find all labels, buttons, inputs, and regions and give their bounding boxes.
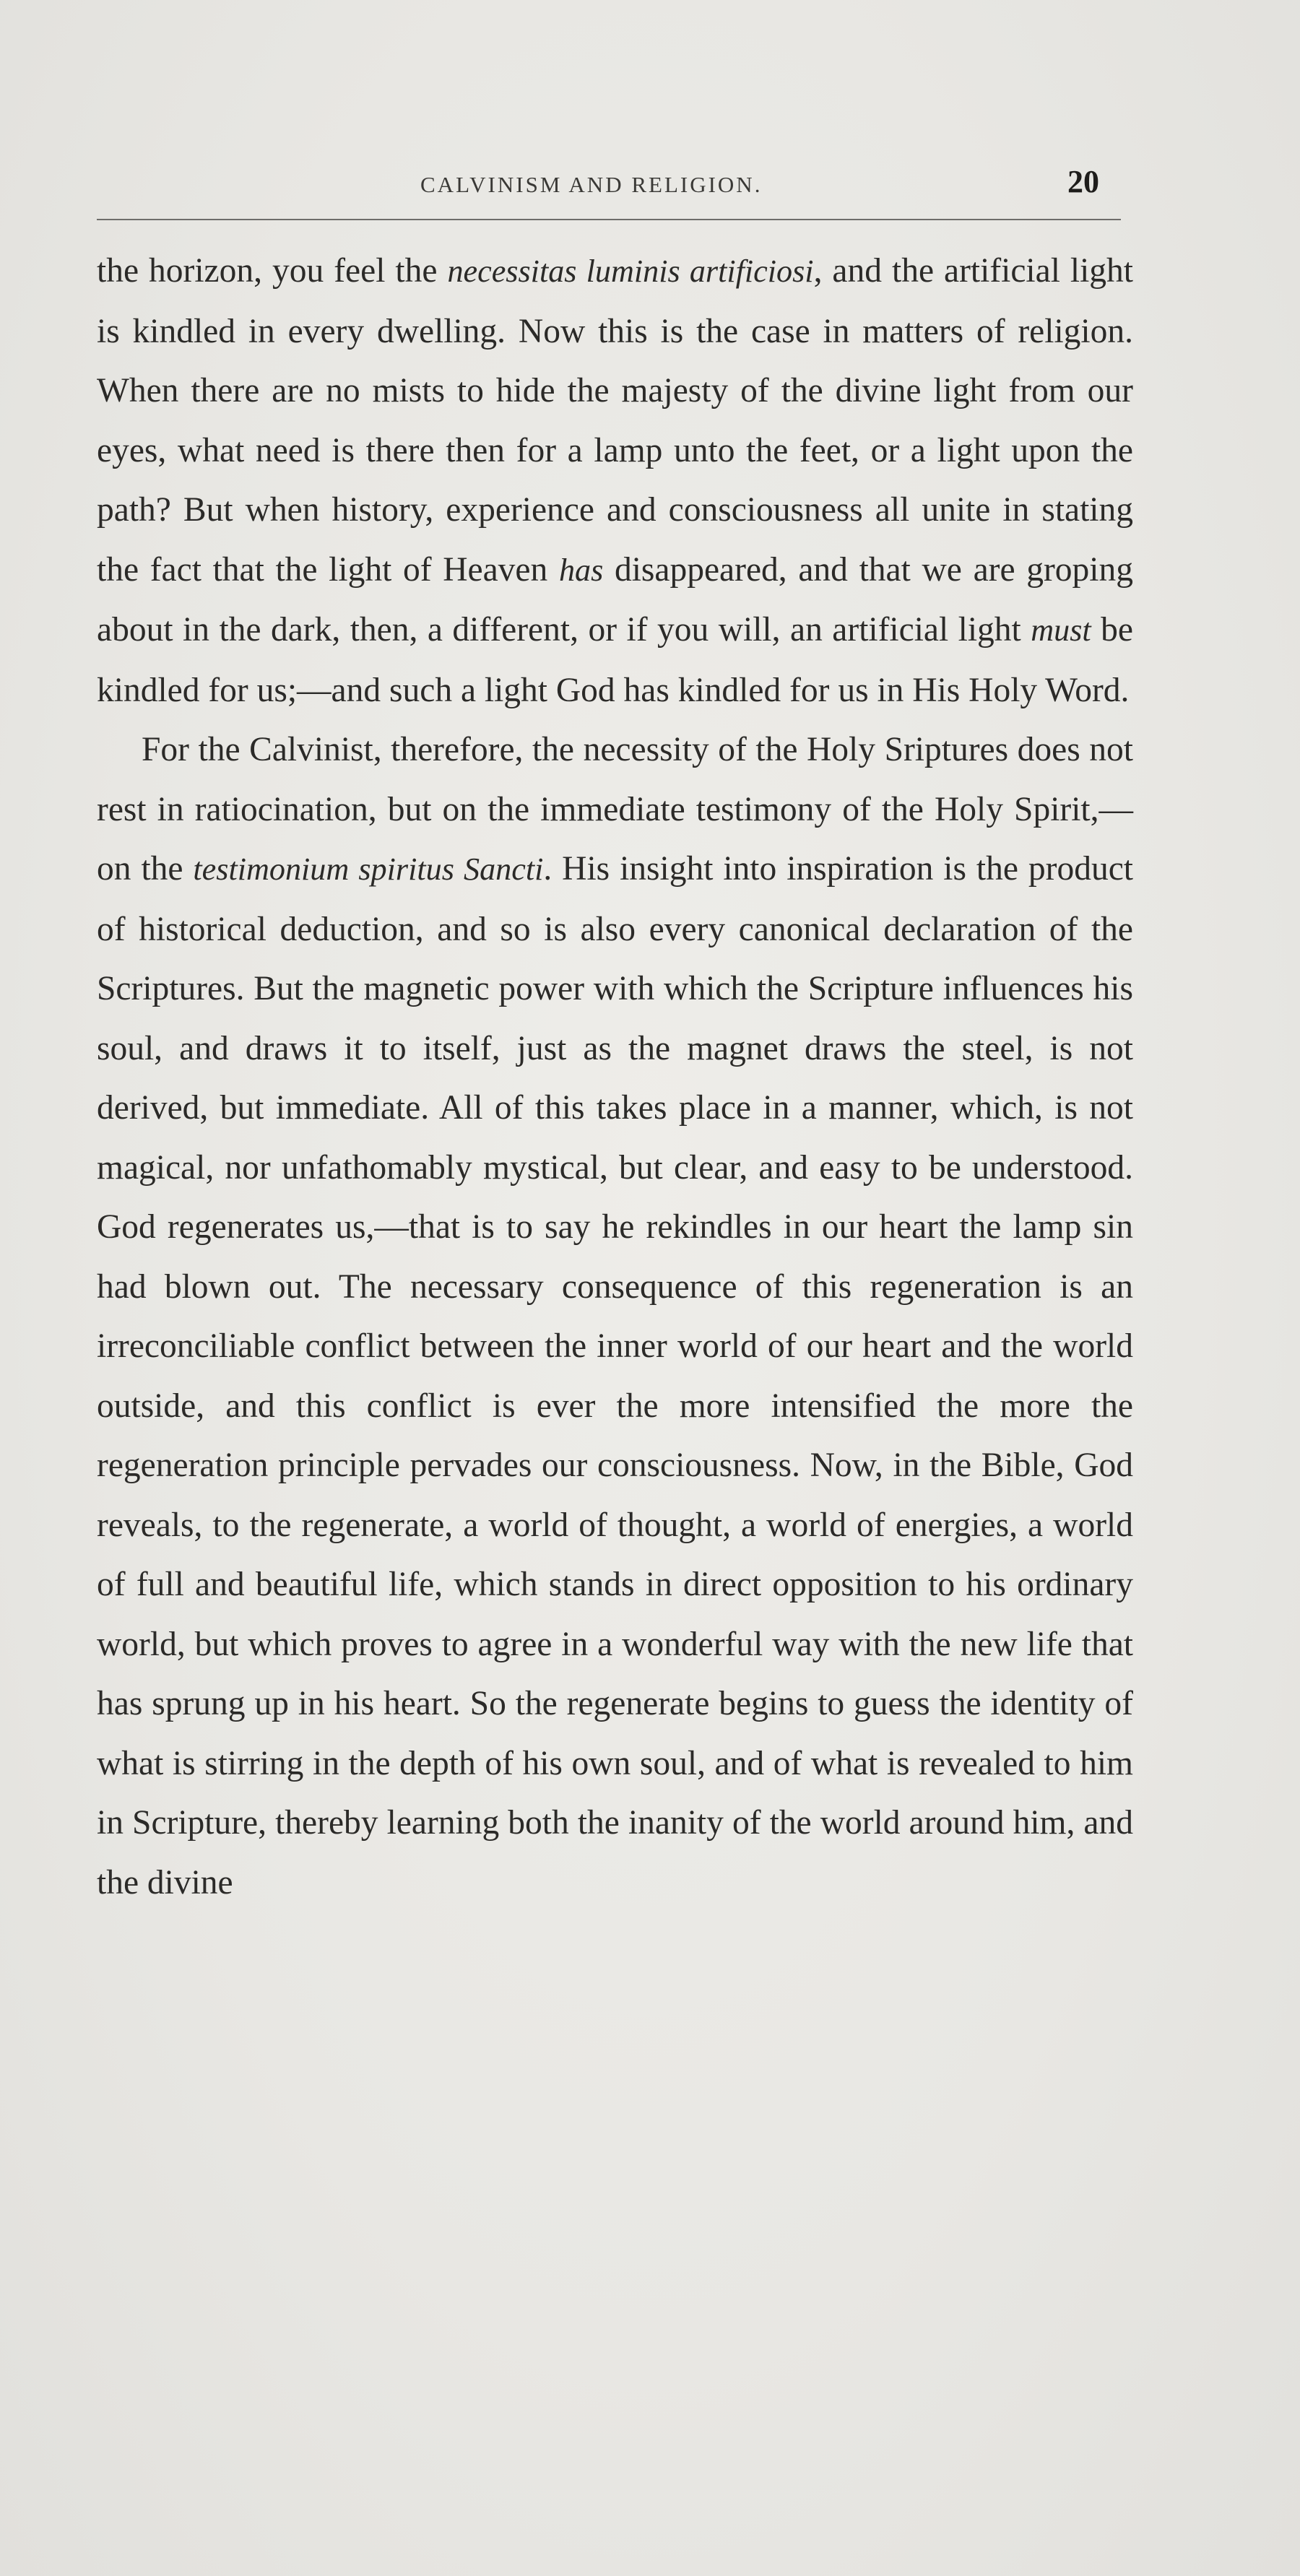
text-segment: disappeared, and that we are groping about in the dark, then, a different, or if you will, an artificial light — [97, 550, 1133, 649]
italic-phrase-necessitas: necessitas luminis artificiosi — [447, 253, 814, 289]
body-text — [97, 241, 1133, 1912]
text-segment: , and the artificial light is kindled in every dwelling. Now this is the case in matters of religion. When there are no mists to hide the majesty of the divine light from our eyes, what need is there then for a lamp unto the feet, or a light upon the path? But when history, experience and consciousness all unite in stating the fact that the light of Heaven — [97, 252, 1133, 589]
italic-phrase-testimonium: testimonium spiritus Sancti — [193, 851, 544, 887]
running-head — [0, 163, 1300, 207]
italic-word-must: must — [1031, 612, 1091, 648]
page-number: 20 — [1067, 164, 1099, 199]
paragraph-1 — [97, 241, 1133, 720]
running-title: CALVINISM AND RELIGION. — [420, 172, 763, 197]
italic-word-has: has — [558, 552, 604, 588]
text-segment: For the Calvinist, therefore, the necessity of the Holy Sriptures does not rest in ratiocination, but on the immediate testimony of the Holy Spirit,—on the — [97, 731, 1133, 888]
text-segment: the horizon, you feel the — [97, 252, 448, 290]
header-rule — [97, 219, 1121, 220]
paragraph-2 — [97, 720, 1133, 1912]
text-segment: be kindled for us;—and such a light God has kindled for us in His Holy Word. — [97, 611, 1133, 709]
text-segment: . His insight into inspiration is the product of historical deduction, and so is also every canonical declaration of the Scriptures. But the magnetic power with which the Scripture influences his soul, and draws it to itself, just as the magnet draws the steel, is not derived, but immediate. All of this takes place in a manner, which, is not magical, nor unfathomably mystical, but clear, and easy to be understood. God regenerates us,—that is to say he rekindles in our heart the lamp sin had blown out. The necessary consequence of this regeneration is an irreconciliable conflict between the inner world of our heart and the world outside, and this conflict is ever the more intensified the more the regeneration principle pervades our consciousness. Now, in the Bible, God reveals, to the regenerate, a world of thought, a world of energies, a world of full and beautiful life, which stands in direct opposition to his ordinary world, but which proves to agree in a wonderful way with the new life that has sprung up in his heart. So the regenerate begins to guess the identity of what is stirring in the depth of his own soul, and of what is revealed to him in Scripture, thereby learning both the inanity of the world around him, and the divine — [97, 850, 1133, 1901]
